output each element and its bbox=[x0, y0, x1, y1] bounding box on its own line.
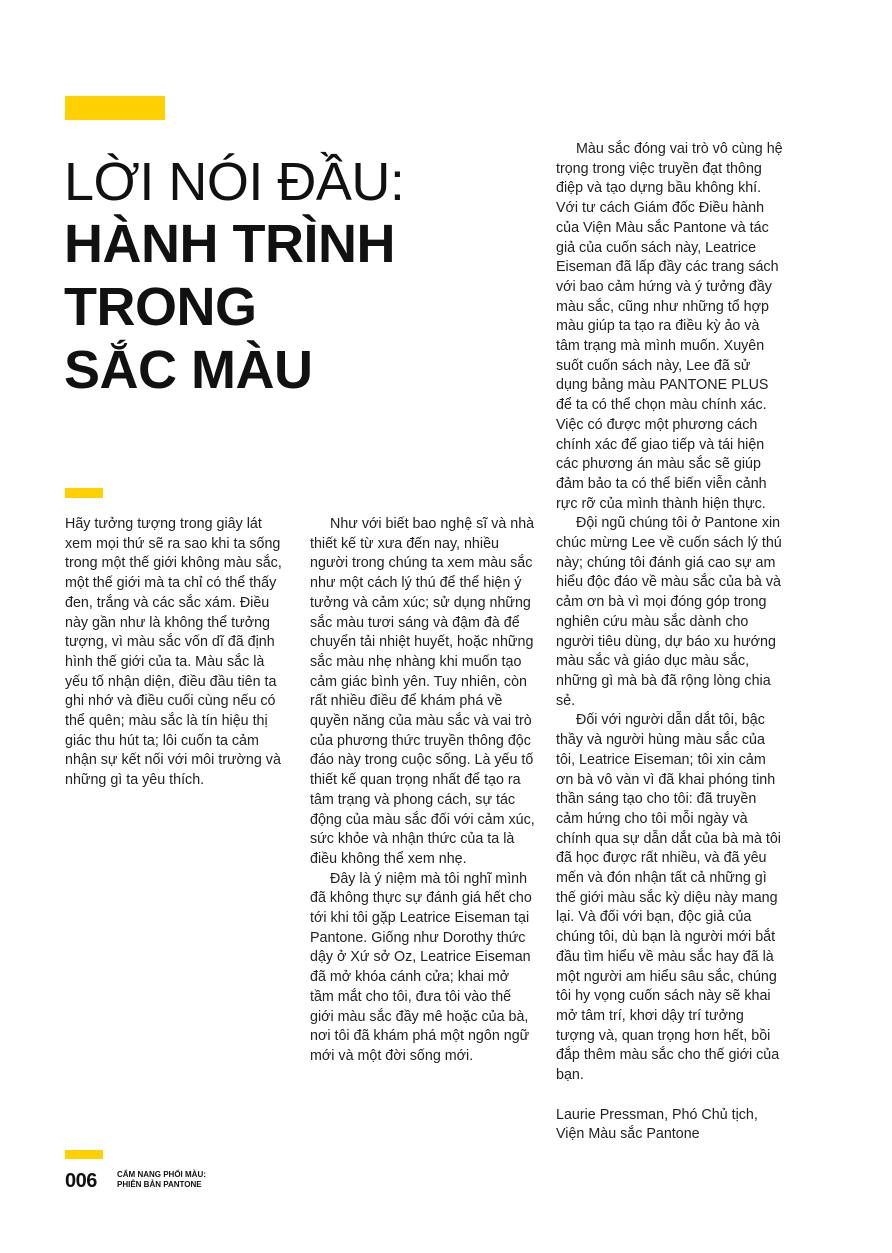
running-title bbox=[117, 1170, 257, 1190]
paragraph: Như với biết bao nghệ sĩ và nhà thiết kế từ xưa đến nay, nhiều người trong chúng ta xem màu sắc như một cách lý thú để thể hiện ý tưởng và cảm xúc; sử dụng những sắc màu tươi sáng và đậm đà để chuyển tải nhiệt huyết, hoặc những sắc màu nhẹ nhàng khi muốn tạo cảm giác bình yên. Tuy nhiên, còn rất nhiều điều để khám phá về quyền năng của màu sắc và vai trò của phương thức truyền thông độc đáo này trong cuộc sống. Là yếu tố thiết kế quan trọng nhất để tạo ra tâm trạng và phong cách, sự tác động của màu sắc đối với cảm xúc, sức khỏe và nhận thức của ta là điều không thể xem nhẹ. bbox=[310, 516, 535, 867]
signature-name: Laurie Pressman, Phó Chủ tịch, bbox=[556, 1106, 758, 1123]
paragraph: Đội ngũ chúng tôi ở Pantone xin chúc mừng Lee về cuốn sách lý thú này; chúng tôi đánh giá cao sự am hiểu độc đáo về màu sắc của bà và cảm ơn bà vì mọi đóng góp trong nghiên cứu màu sắc dành cho người tiêu dùng, dự báo xu hướng màu sắc và giáo dục màu sắc, những gì mà bà đã rộng lòng chia sẻ. bbox=[556, 515, 782, 709]
title-line-2: HÀNH TRÌNH bbox=[64, 214, 395, 274]
title-line-1: LỜI NÓI ĐẦU: bbox=[64, 152, 405, 212]
signature-org: Viện Màu sắc Pantone bbox=[556, 1126, 700, 1143]
text-column-2 bbox=[310, 515, 536, 1067]
text-column-3 bbox=[556, 140, 784, 1145]
title-line-4: SẮC MÀU bbox=[64, 340, 313, 400]
running-title-line-1: CẨM NANG PHỐI MÀU: bbox=[117, 1170, 206, 1179]
running-title-line-2: PHIÊN BẢN PANTONE bbox=[117, 1180, 202, 1189]
paragraph: Đây là ý niệm mà tôi nghĩ mình đã không thực sự đánh giá hết cho tới khi tôi gặp Leatrice Eiseman tại Pantone. Giống như Dorothy thức dậy ở Xứ sở Oz, Leatrice Eiseman đã mở khóa cánh cửa; khai mở tầm mắt cho tôi, đưa tôi vào thế giới màu sắc đầy mê hoặc của bà, nơi tôi đã khám phá một ngôn ngữ mới và một đời sống mới. bbox=[310, 870, 532, 1064]
accent-bar-footer bbox=[65, 1150, 103, 1159]
text-column-1 bbox=[65, 515, 285, 791]
accent-bar-top bbox=[65, 96, 165, 120]
paragraph: Hãy tưởng tượng trong giây lát xem mọi thứ sẽ ra sao khi ta sống trong một thế giới không màu sắc, một thế giới mà ta chỉ có thể thấy đen, trắng và các sắc xám. Điều này gần như là không thể tưởng tượng, vì màu sắc vốn dĩ đã định hình thế giới của ta. Màu sắc là yếu tố nhận diện, điều đầu tiên ta ghi nhớ và điều cuối cùng nếu có thể quên; màu sắc là tín hiệu thị giác thu hút ta; lôi cuốn ta cảm nhận sự kết nối với môi trường và những gì ta yêu thích. bbox=[65, 516, 282, 789]
page-number: 006 bbox=[65, 1170, 97, 1192]
paragraph: Màu sắc đóng vai trò vô cùng hệ trọng trong việc truyền đạt thông điệp và tạo dựng bầu không khí. Với tư cách Giám đốc Điều hành của Viện Màu sắc Pantone và tác giả của cuốn sách này, Leatrice Eiseman đã lấp đầy các trang sách với bao cảm hứng và ý tưởng đầy màu sắc, cũng như những tổ hợp màu giúp ta tạo ra điều kỳ ảo và tâm trạng mà mình muốn. Xuyên suốt cuốn sách này, Lee đã sử dụng bảng màu PANTONE PLUS để ta có thể chọn màu chính xác. Việc có được một phương cách chính xác để giao tiếp và tái hiện các phương án màu sắc sẽ giúp đảm bảo ta có thể biến viễn cảnh rực rỡ của mình thành hiện thực. bbox=[556, 141, 783, 512]
page-title bbox=[64, 152, 484, 401]
title-line-3: TRONG bbox=[64, 277, 257, 337]
paragraph: Đối với người dẫn dắt tôi, bậc thầy và người hùng màu sắc của tôi, Leatrice Eiseman; tôi xin cảm ơn bà vô vàn vì đã khai phóng tinh thần sáng tạo cho tôi: đã truyền cảm hứng cho tôi mỗi ngày và chính qua sự dẫn dắt của bà mà tôi đã học được rất nhiều, và đã yêu mến và đón nhận tất cả những gì thế giới màu sắc kỳ diệu này mang lại. Và đối với bạn, độc giả của chúng tôi, dù bạn là người mới bắt đầu tìm hiểu về màu sắc hay đã là một người am hiểu sâu sắc, chúng tôi hy vọng cuốn sách này sẽ khai mở tâm trí, khơi dậy trí tưởng tượng và, quan trọng hơn hết, bồi đắp thêm màu sắc cho thế giới của bạn. bbox=[556, 712, 781, 1084]
accent-bar-mid bbox=[65, 488, 103, 498]
